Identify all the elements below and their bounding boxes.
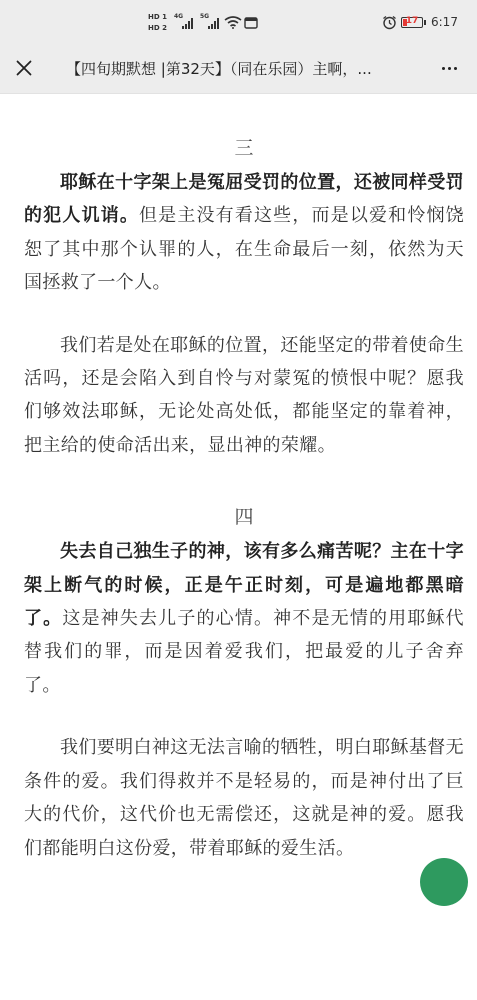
body-text: 我们若是处在耶稣的位置，还能坚定的带着使命生活吗，还是会陷入到自怜与对蒙冤的愤恨中呢？愿我们够效法耶稣，无论处高处低，都能坚定的靠着神，把主给的使命活出来，显出神的荣耀。	[24, 334, 464, 456]
battery-icon	[401, 17, 423, 28]
section-number: 三	[234, 137, 254, 159]
clock: 6:17	[431, 15, 458, 29]
battery-tip	[424, 20, 426, 25]
body-text: 这是神失去儿子的心情。神不是无情的用耶稣代替我们的罪，而是因着爱我们，把最爱的儿子舍弃了。	[24, 608, 464, 696]
more-dot	[454, 67, 457, 70]
close-icon	[16, 60, 32, 76]
battery-level: 17	[405, 16, 419, 26]
network-type-1: 4G	[174, 13, 184, 20]
bold-text: 耶稣在十字架上是冤屈受罚的位置，还被同样受罚的犯人讥诮。	[24, 172, 464, 227]
app-notification-icon	[244, 16, 258, 29]
close-button[interactable]	[8, 50, 40, 86]
hd-indicator-1: HD 1	[148, 13, 167, 21]
body-text: 但是主没有看这些，而是以爱和怜悯饶恕了其中那个认罪的人，在生命最后一刻，依然为天国拯救了一个人。	[24, 205, 464, 294]
nav-bar	[0, 42, 477, 94]
more-options-button[interactable]	[433, 50, 465, 86]
body-text: 我们要明白神这无法言喻的牺牲，明白耶稣基督无条件的爱。我们得救并不是轻易的，而是神付出了巨大的代价，这代价也无需偿还，这就是神的爱。愿我们都能明白这份爱，带着耶稣的爱生活。	[24, 737, 464, 859]
article-body	[24, 130, 464, 865]
status-bar	[0, 0, 477, 42]
signal-icon-1	[182, 18, 193, 29]
floating-action-button[interactable]	[420, 858, 468, 906]
signal-icon-2	[208, 18, 219, 29]
wifi-icon	[224, 16, 242, 29]
paragraph	[24, 535, 464, 702]
page-title: 【四旬期默想 |第32天】（同在乐园）主啊，...	[66, 60, 372, 78]
section-number: 四	[234, 506, 254, 529]
hd-indicator-2: HD 2	[148, 24, 167, 32]
more-dot	[448, 67, 451, 70]
alarm-icon	[382, 15, 397, 30]
bold-text: 失去自己独生子的神，该有多么痛苦呢？主在十字架上断气的时候，正是午正时刻，可是遍地都黑暗了。	[24, 541, 464, 630]
paragraph	[24, 731, 464, 865]
network-type-2: 5G	[200, 13, 210, 20]
paragraph	[24, 166, 464, 300]
paragraph	[24, 329, 464, 463]
more-dot	[442, 67, 445, 70]
